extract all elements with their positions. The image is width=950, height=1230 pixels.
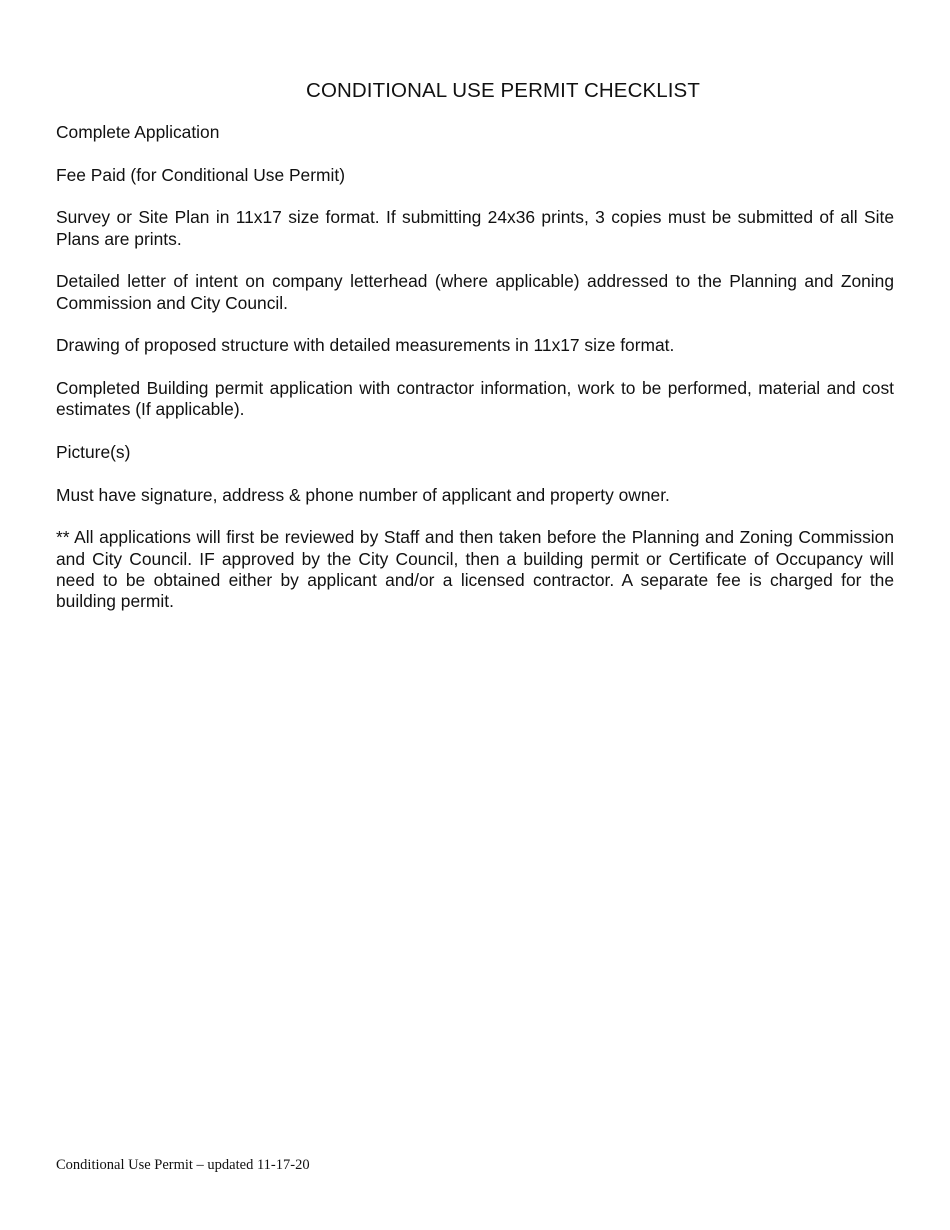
checklist-item-fee-paid: Fee Paid (for Conditional Use Permit) bbox=[56, 164, 345, 185]
checklist-item-building-permit-application: Completed Building permit application with contractor information, work to be performed, material and cost estimates (If applicable). bbox=[56, 378, 894, 420]
checklist bbox=[56, 122, 894, 634]
footer-note: Conditional Use Permit – updated 11-17-20 bbox=[56, 1157, 310, 1173]
review-note: ** All applications will first be reviewed by Staff and then taken before the Planning and Zoning Commission and City Council. IF approved by the City Council, then a building permit or Certificate of Occupancy will need to be obtained either by applicant and/or a licensed contractor. A separate fee is charged for the building permit. bbox=[56, 527, 894, 612]
checklist-item-survey-site-plan: Survey or Site Plan in 11x17 size format. If submitting 24x36 prints, 3 copies must be submitted of all Site Plans are prints. bbox=[56, 207, 894, 249]
checklist-item-drawing: Drawing of proposed structure with detailed measurements in 11x17 size format. bbox=[56, 335, 675, 356]
checklist-item-letter-of-intent: Detailed letter of intent on company letterhead (where applicable) addressed to the Planning and Zoning Commission and City Council. bbox=[56, 271, 894, 313]
checklist-item-pictures: Picture(s) bbox=[56, 442, 131, 463]
checklist-item-signature: Must have signature, address & phone number of applicant and property owner. bbox=[56, 484, 670, 505]
checklist-item-complete-application: Complete Application bbox=[56, 122, 220, 142]
page-title: CONDITIONAL USE PERMIT CHECKLIST bbox=[306, 79, 700, 102]
